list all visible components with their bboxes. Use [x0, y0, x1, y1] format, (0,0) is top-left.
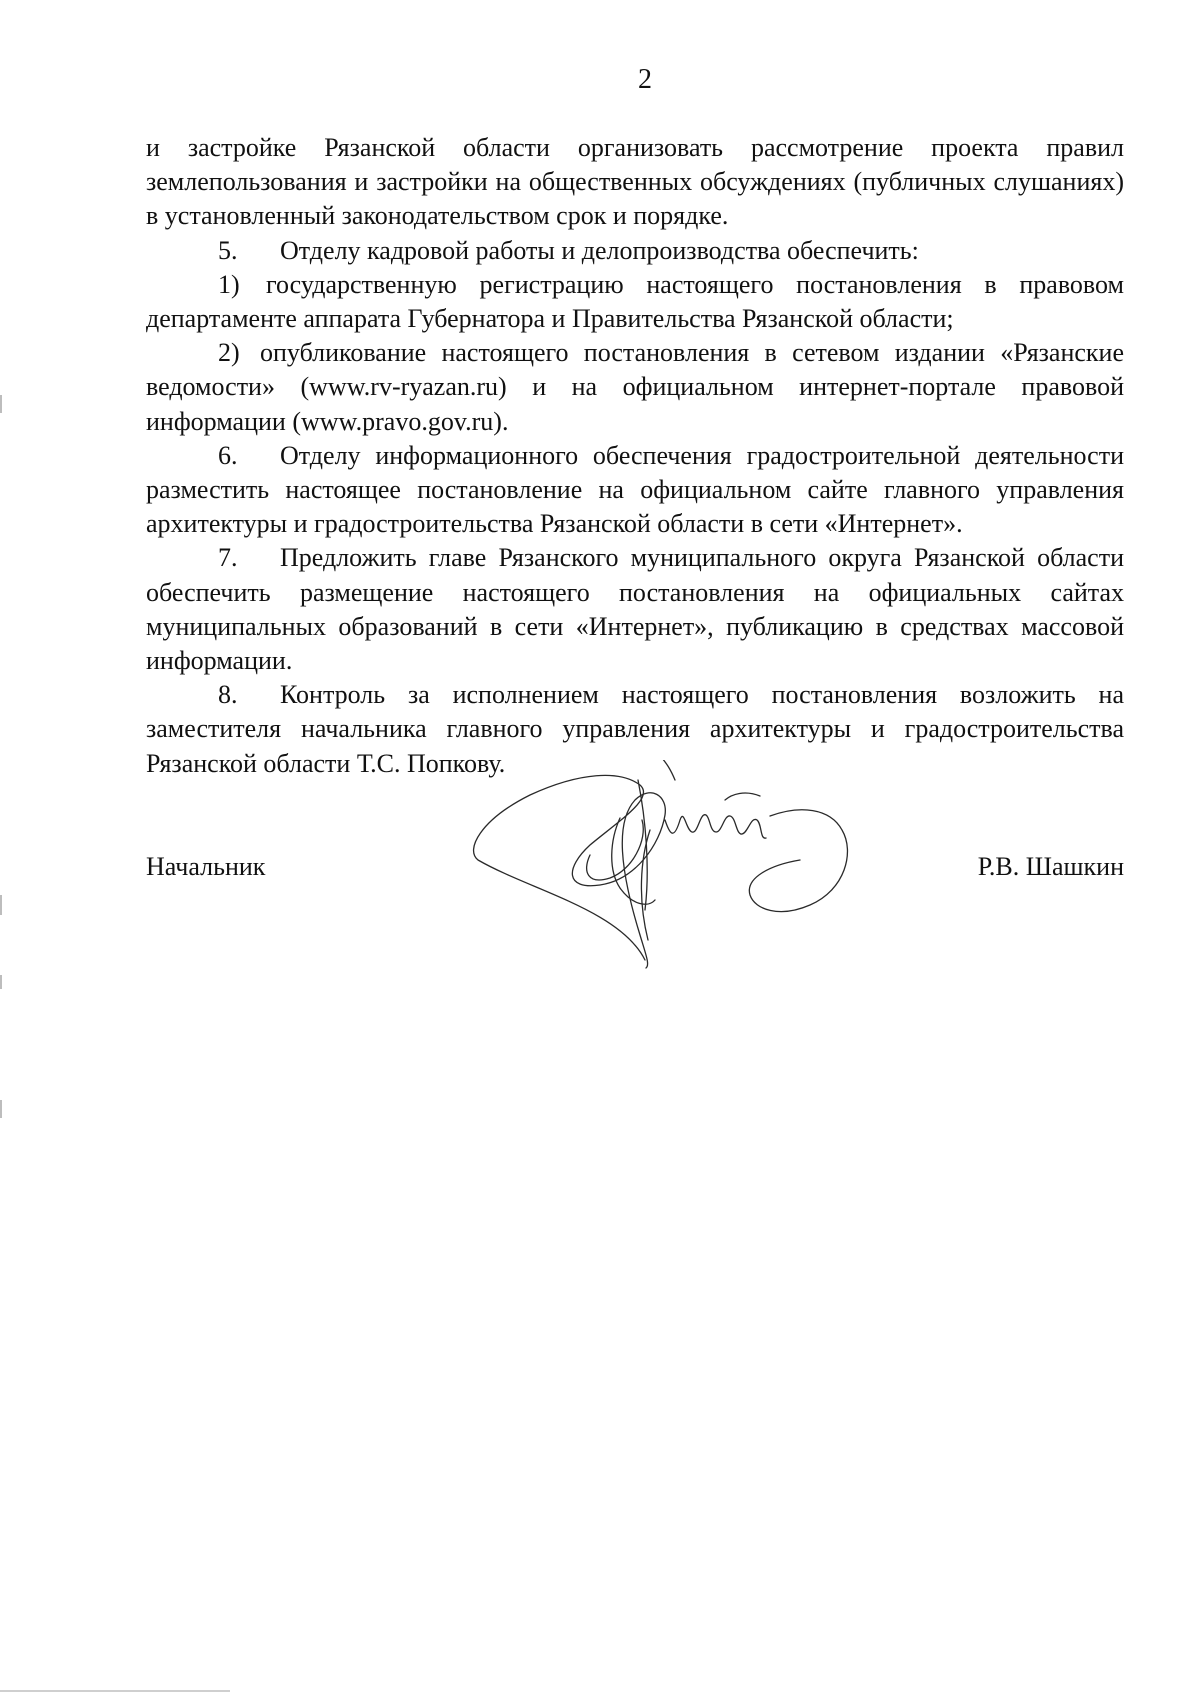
paragraph-item-5	[146, 234, 1124, 268]
document-body	[146, 131, 1124, 781]
paragraph-text: Отделу информационного обеспечения градостроительной деятельности разместить настоящее постановление на официальном сайте главного управления архитектуры и градостроительства Рязанской области в сети «Интернет».	[146, 440, 1124, 539]
signatory-title: Начальник	[146, 852, 266, 881]
paragraph-text: Контроль за исполнением настоящего постановления возложить на заместителя начальника главного управления архитектуры и градостроительства Рязанской области Т.С. Попкову.	[146, 680, 1124, 778]
scan-edge-mark	[0, 1100, 2, 1118]
paragraph-text: Предложить главе Рязанского муниципального округа Рязанской области обеспечить размещение настоящего постановления на официальных сайтах муниципальных образований в сети «Интернет», публикацию в средствах массовой информации.	[146, 543, 1124, 676]
scan-edge-mark	[0, 975, 2, 989]
paragraph-text: Отделу кадровой работы и делопроизводства обеспечить:	[280, 235, 919, 265]
signature-block	[146, 850, 1124, 890]
scan-edge-mark	[0, 395, 2, 413]
paragraph-subitem-1	[146, 268, 1124, 336]
scan-bottom-mark	[0, 1690, 230, 1692]
paragraph-text: и застройке Рязанской области организовать рассмотрение проекта правил землепользования и застройки на общественных обсуждениях (публичных слушаниях) в установленный законодательством срок и порядке.	[146, 133, 1124, 231]
scan-edge-mark	[0, 895, 2, 915]
item-number: 7.	[218, 543, 238, 573]
item-number: 6.	[218, 440, 238, 470]
item-number: 8.	[218, 680, 238, 710]
page-number: 2	[638, 64, 652, 95]
paragraph-item-6	[146, 439, 1124, 542]
paragraph-continuation	[146, 131, 1124, 234]
paragraph-subitem-2	[146, 336, 1124, 439]
paragraph-text: опубликование настоящего постановления в сетевом издании «Рязанские ведомости» (www.rv-ryazan.ru) и на официальном интернет-портале правовой информации (www.pravo.gov.ru).	[146, 338, 1124, 436]
paragraph-item-7	[146, 541, 1124, 678]
paragraph-text: государственную регистрацию настоящего постановления в правовом департаменте аппарата Губернатора и Правительства Рязанской области;	[146, 269, 1124, 334]
signatory-name: Р.В. Шашкин	[977, 852, 1124, 881]
item-number: 2)	[218, 338, 240, 368]
item-number: 5.	[218, 235, 238, 265]
item-number: 1)	[218, 269, 240, 299]
